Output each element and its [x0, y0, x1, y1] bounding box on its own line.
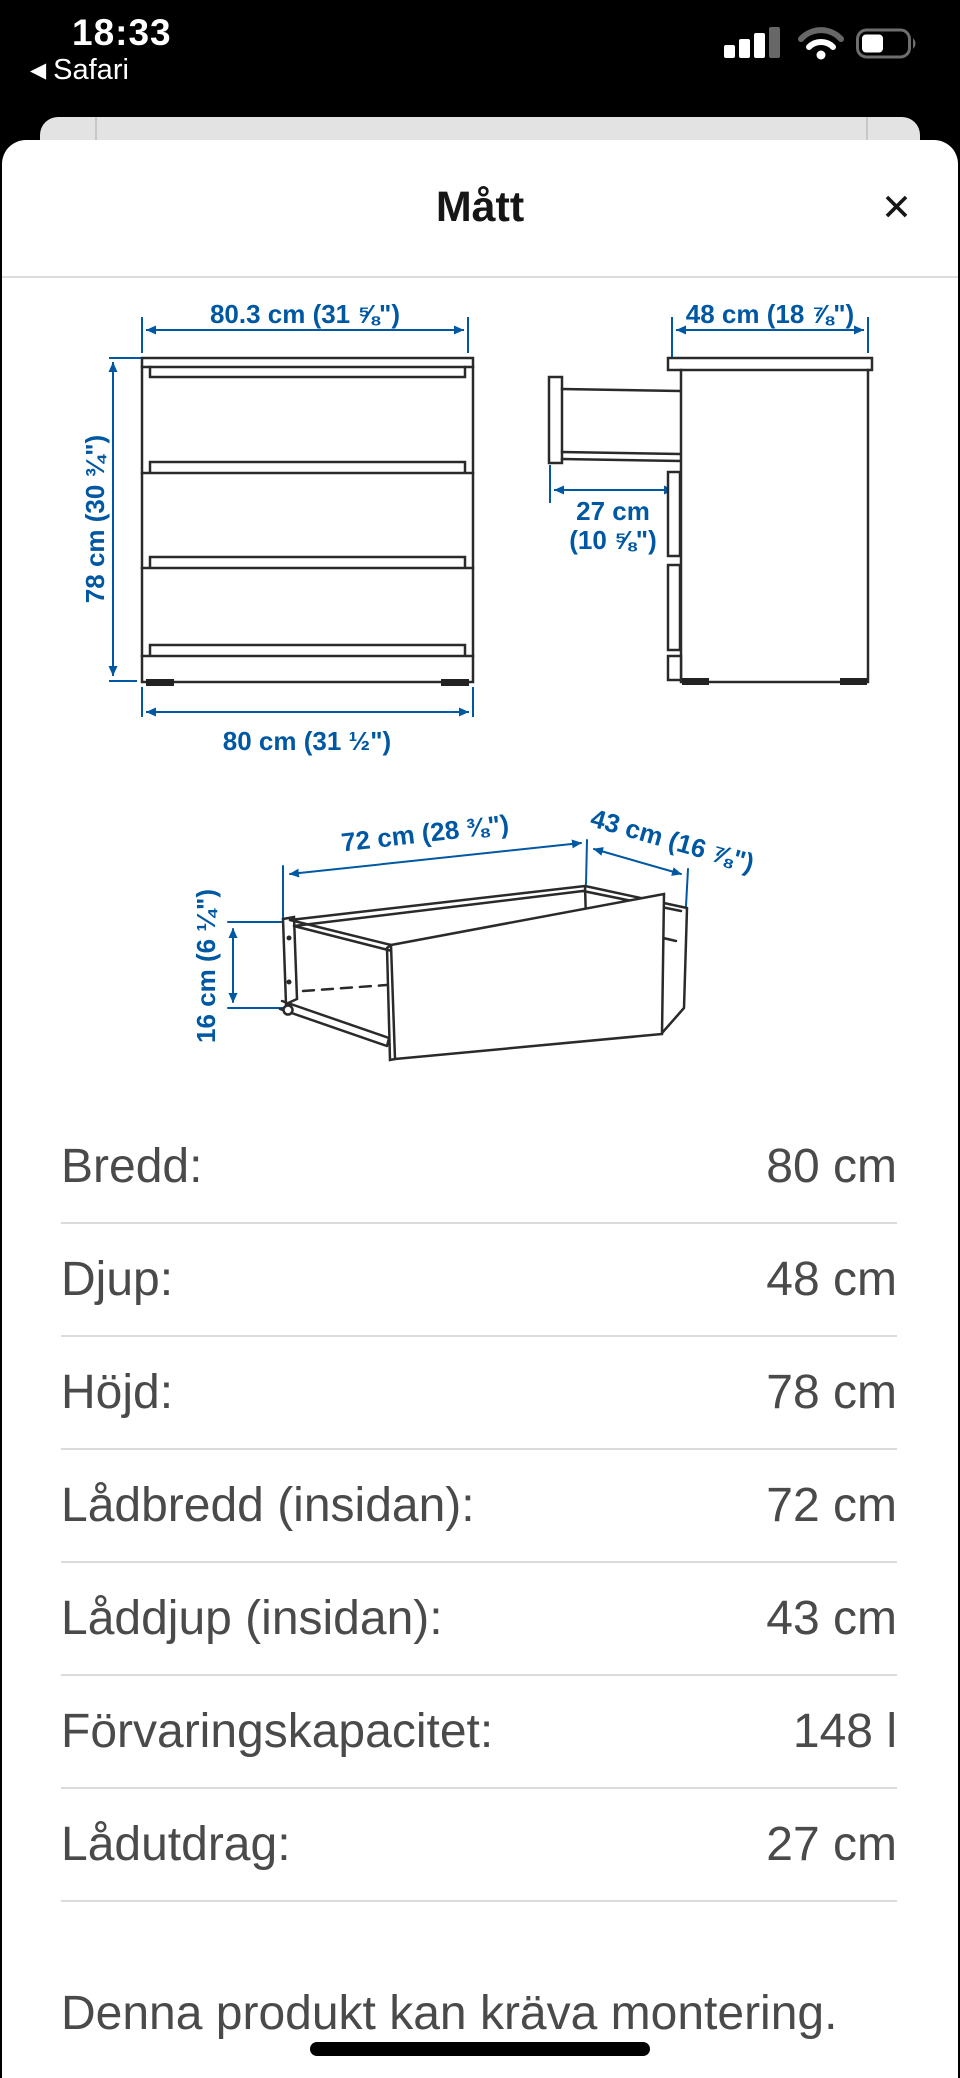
- background-page-detail: [95, 117, 97, 141]
- assembly-note: Denna produkt kan kräva montering.: [61, 1987, 838, 2040]
- header-divider: [2, 276, 958, 278]
- drawer-inner-height-label: 16 cm (6 ¼"): [191, 889, 221, 1043]
- side-view-diagram: [549, 299, 872, 685]
- back-app-label: Safari: [53, 54, 129, 86]
- spec-value: 72 cm: [766, 1479, 897, 1532]
- battery-icon: [856, 26, 920, 60]
- measurements-table: [0, 1111, 960, 1902]
- table-row: [61, 1224, 897, 1337]
- front-width-top-label: 80.3 cm (31 ⅝"): [209, 299, 401, 329]
- spec-value: 78 cm: [766, 1366, 897, 1419]
- front-left-foot: [146, 679, 174, 686]
- front-height-label: 78 cm (30 ¾"): [80, 434, 110, 604]
- sheet-title: Mått: [435, 183, 525, 231]
- status-time: 18:33: [72, 12, 172, 53]
- home-indicator[interactable]: [310, 2042, 650, 2056]
- spec-label: Djup:: [61, 1253, 174, 1306]
- side-depth-label: 48 cm (18 ⅞"): [685, 299, 855, 329]
- drawer-inner-depth-label: 43 cm (16 ⅞"): [587, 802, 758, 878]
- spec-label: Bredd:: [61, 1140, 203, 1193]
- table-row: [61, 1563, 897, 1676]
- spec-label: Lådutdrag:: [61, 1818, 291, 1871]
- front-view-diagram: [80, 299, 473, 756]
- side-back-foot: [840, 678, 867, 685]
- spec-label: Höjd:: [61, 1366, 174, 1419]
- close-button[interactable]: ✕: [880, 187, 912, 228]
- back-to-safari-link[interactable]: [30, 54, 129, 87]
- side-pullout-label-line2: (10 ⅝"): [569, 525, 657, 555]
- spec-value: 148 l: [792, 1705, 897, 1758]
- dimension-diagrams: [0, 280, 960, 1110]
- spec-label: Förvaringskapacitet:: [61, 1705, 494, 1758]
- side-front-foot: [682, 678, 709, 685]
- table-row: [61, 1676, 897, 1789]
- drawer-diagram: [191, 803, 758, 1060]
- spec-label: Lådbredd (insidan):: [61, 1479, 475, 1532]
- front-right-foot: [441, 679, 469, 686]
- drawer-inner-width-label: 72 cm (28 ⅜"): [339, 808, 511, 858]
- side-pullout-label-line1: 27 cm: [576, 496, 650, 526]
- background-page-detail: [866, 117, 868, 141]
- front-width-bottom-label: 80 cm (31 ½"): [222, 726, 392, 756]
- table-row: [61, 1337, 897, 1450]
- wifi-icon: [798, 26, 844, 60]
- cellular-signal-icon: [724, 26, 786, 60]
- table-row: [61, 1450, 897, 1563]
- status-system-icons: [724, 26, 920, 60]
- spec-value: 27 cm: [766, 1818, 897, 1871]
- table-row: [61, 1789, 897, 1902]
- spec-value: 80 cm: [766, 1140, 897, 1193]
- spec-value: 48 cm: [766, 1253, 897, 1306]
- table-row: [61, 1111, 897, 1224]
- back-arrow-icon: ◀: [30, 59, 47, 82]
- spec-value: 43 cm: [766, 1592, 897, 1645]
- spec-label: Låddjup (insidan):: [61, 1592, 443, 1645]
